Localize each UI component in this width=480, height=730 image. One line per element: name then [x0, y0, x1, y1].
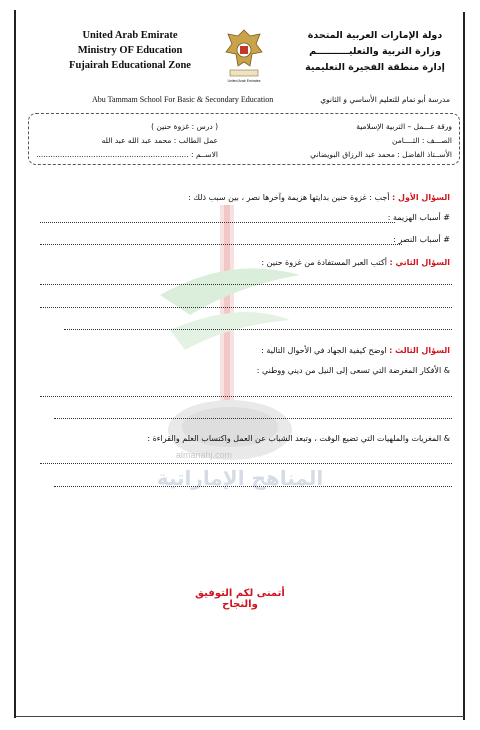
zone-ar: إدارة منطقة الفجيرة التعليمية	[305, 62, 445, 73]
ministry-en: Ministry OF Education	[77, 45, 183, 56]
victory-answer-line[interactable]	[40, 244, 402, 245]
question-3-text: اوضح كيفية الجهاد في الأحوال التالية :	[261, 346, 387, 355]
emblem-caption: United Arab Emirates	[227, 79, 261, 83]
question-1-text: أجب : غزوة حنين بدايتها هزيمة وآخرها نصر ، بين سبب ذلك :	[188, 193, 390, 202]
school-name-en: Abu Tammam School For Basic & Secondary Education	[92, 95, 274, 104]
lesson-label: ( درس : غزوة حنين )	[151, 122, 218, 131]
q2-answer-line-1[interactable]	[40, 284, 452, 285]
question-1	[188, 193, 450, 202]
country-ar: دولة الإمارات العربية المتحدة	[307, 30, 443, 41]
student-name-field[interactable]: الاســم : ................................................................	[36, 150, 218, 159]
q3-item1-answer-line-1[interactable]	[40, 396, 452, 397]
page-border-bottom	[16, 716, 464, 717]
question-1-title: السؤال الأول :	[392, 193, 450, 202]
q2-answer-line-2[interactable]	[40, 307, 452, 308]
q3-item2-answer-line-2[interactable]	[54, 486, 452, 487]
jihad-item-1: & الأفكار المغرضة التي تسعى إلى النيل من ديني ووطني :	[256, 366, 450, 375]
question-2	[261, 258, 450, 267]
watermark-site: almanahj.com	[176, 450, 233, 460]
ministry-ar: وزارة التربية والتعليــــــــــم	[309, 46, 441, 57]
jihad-item-2: & المغريات والملهيات التي تضيع الوقت ، وتبعد الشباب عن العمل واكتساب العلم والقراءة :	[147, 434, 450, 443]
zone-en: Fujairah Educational Zone	[69, 60, 191, 71]
defeat-answer-line[interactable]	[40, 222, 395, 223]
student-work-label: عمل الطالب : محمد عبد الله عبد الله	[101, 136, 218, 145]
victory-reasons-label: # أسباب النصر :	[393, 235, 450, 244]
question-3-title: السؤال الثالث :	[389, 346, 450, 355]
q3-item2-answer-line-1[interactable]	[40, 463, 452, 464]
q3-item1-answer-line-2[interactable]	[54, 418, 452, 419]
country-en: United Arab Emirate	[82, 30, 178, 41]
teacher-label: الأســتاذ الفاضل : محمد عبد الرزاق البويضاني	[310, 150, 452, 159]
defeat-reasons-label: # أسباب الهزيمة :	[387, 213, 450, 222]
uae-emblem-logo	[222, 26, 266, 80]
school-name-ar: مدرسة أبو تمام للتعليم الأساسي و الثانوي	[320, 95, 450, 104]
q2-answer-line-3[interactable]	[64, 329, 452, 330]
header-english	[60, 28, 200, 73]
question-2-text: أكتب العبر المستفادة من غزوة حنين :	[261, 258, 387, 267]
page-border-right	[463, 12, 465, 720]
grade-label: الصـــف : الثــــامن	[392, 136, 452, 145]
watermark-brand: المناهج الإماراتية	[156, 466, 324, 490]
question-2-title: السؤال الثاني :	[389, 258, 450, 267]
closing-wish: أتمنى لكم التوفيق والنجاح	[195, 588, 285, 610]
page-border-left	[14, 10, 16, 718]
watermark-logo	[150, 205, 310, 505]
worksheet-title: ورقة عـــمل – التربية الإسلامية	[356, 122, 452, 131]
question-3	[261, 346, 450, 355]
header-arabic	[300, 28, 450, 76]
